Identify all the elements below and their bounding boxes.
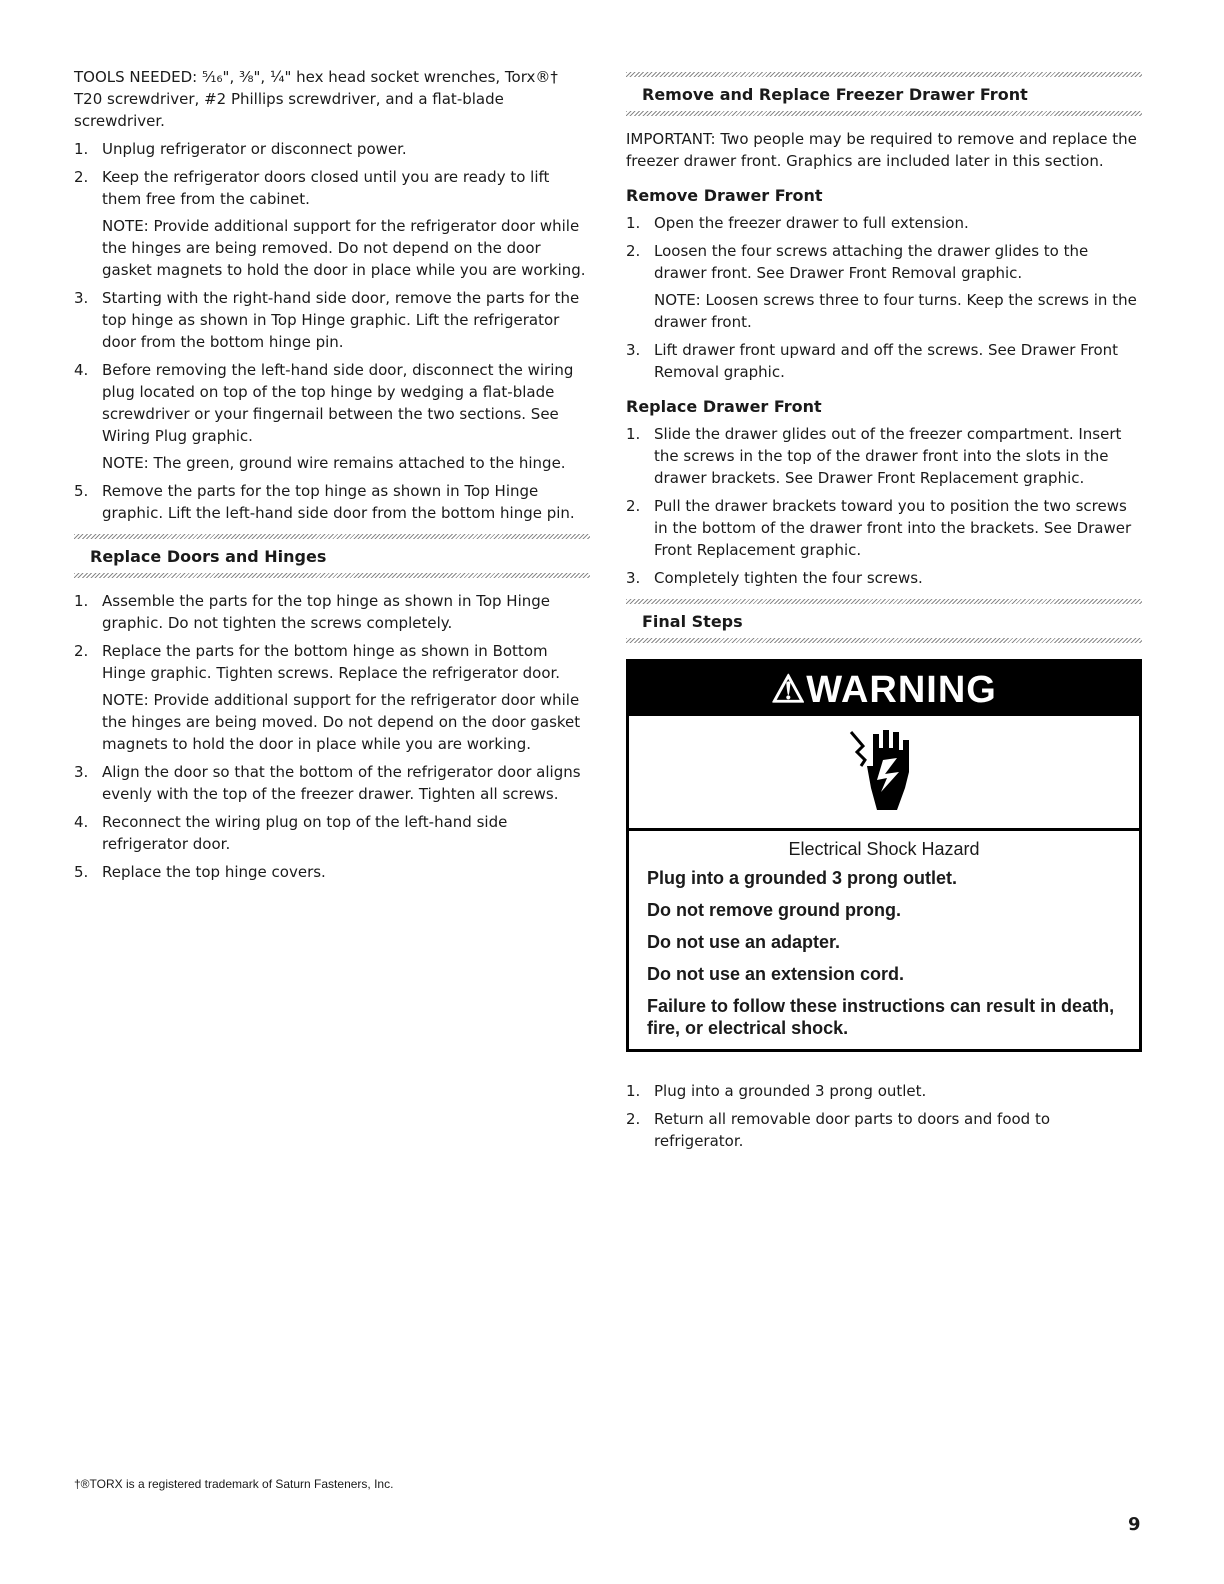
step-number: 3. [74, 289, 89, 307]
list-item [626, 212, 1142, 234]
step-text: Return all removable door parts to doors and food to refrigerator. [654, 1110, 1051, 1150]
warning-line: Do not use an extension cord. [647, 964, 905, 984]
step-text: Loosen the four screws attaching the drawer glides to the drawer front. See Drawer Front Removal graphic. [654, 242, 1089, 282]
final-steps-list [626, 1080, 1142, 1152]
right-column [626, 72, 1142, 1158]
tools-needed [74, 66, 590, 132]
step-number: 2. [626, 242, 641, 260]
step-text: Before removing the left-hand side door, disconnect the wiring plug located on top of the top hinge by wedging a flat-blade screwdriver or your fingernail between the two sections. See Wiring Plug graphic. [102, 361, 574, 445]
step-number: 3. [626, 341, 641, 359]
step-note: NOTE: The green, ground wire remains attached to the hinge. [102, 454, 566, 472]
list-item [74, 590, 590, 634]
replace-doors-steps [74, 590, 590, 883]
section-title: Remove and Replace Freezer Drawer Front [642, 85, 1028, 104]
step-number: 3. [626, 569, 641, 587]
replace-drawer-heading: Replace Drawer Front [626, 397, 822, 416]
section-freezer-drawer [626, 72, 1142, 116]
step-text: Keep the refrigerator doors closed until you are ready to lift them free from the cabinet. [102, 168, 550, 208]
section-title: Replace Doors and Hinges [90, 547, 327, 566]
section-title: Final Steps [642, 612, 743, 631]
list-item [74, 811, 590, 855]
list-item [74, 761, 590, 805]
step-number: 4. [74, 361, 89, 379]
step-number: 1. [626, 1082, 641, 1100]
left-column [74, 66, 590, 889]
step-text: Starting with the right-hand side door, remove the parts for the top hinge as shown in Top Hinge graphic. Lift the refrigerator door from the bottom hinge pin. [102, 289, 580, 351]
list-item [626, 495, 1142, 561]
step-text: Slide the drawer glides out of the freezer compartment. Insert the screws in the top of the drawer front into the slots in the drawer brackets. See Drawer Front Replacement graphic. [654, 425, 1122, 487]
remove-doors-steps [74, 138, 590, 524]
list-item [74, 166, 590, 281]
warning-header [629, 662, 1139, 716]
step-number: 2. [74, 168, 89, 186]
warning-icon-area [629, 716, 1139, 831]
step-number: 4. [74, 813, 89, 831]
remove-drawer-steps [626, 212, 1142, 383]
tools-text: ⁵⁄₁₆", ³⁄₈", ¼" hex head socket wrenches, Torx®† T20 screwdriver, #2 Phillips screwdriver, and a flat-blade screwdriver. [74, 68, 558, 130]
list-item [74, 861, 590, 883]
warning-title: Electrical Shock Hazard [788, 839, 980, 859]
warning-body [629, 831, 1139, 1049]
step-note: NOTE: Provide additional support for the refrigerator door while the hinges are being moved. Do not depend on the door gasket magnets to hold the door in place while you are working. [102, 691, 581, 753]
warning-triangle-icon: ⚠ [771, 669, 807, 711]
page-number: 9 [1128, 1514, 1141, 1535]
section-rule-bottom [626, 111, 1142, 116]
section-final-steps [626, 599, 1142, 643]
step-number: 1. [74, 592, 89, 610]
warning-line: Do not use an adapter. [647, 932, 841, 952]
list-item [626, 567, 1142, 589]
step-text: Pull the drawer brackets toward you to position the two screws in the bottom of the drawer front into the brackets. See Drawer Front Replacement graphic. [654, 497, 1132, 559]
step-number: 1. [626, 214, 641, 232]
step-number: 2. [626, 497, 641, 515]
step-text: Remove the parts for the top hinge as shown in Top Hinge graphic. Lift the left-hand side door from the bottom hinge pin. [102, 482, 575, 522]
step-text: Open the freezer drawer to full extension. [654, 214, 969, 232]
section-rule-bottom [626, 638, 1142, 643]
warning-line: Plug into a grounded 3 prong outlet. [647, 868, 957, 888]
replace-drawer-steps [626, 423, 1142, 589]
step-number: 3. [74, 763, 89, 781]
step-text: Plug into a grounded 3 prong outlet. [654, 1082, 927, 1100]
section-replace-doors [74, 534, 590, 578]
list-item [626, 339, 1142, 383]
step-text: Align the door so that the bottom of the refrigerator door aligns evenly with the top of the freezer drawer. Tighten all screws. [102, 763, 581, 803]
list-item [626, 1080, 1142, 1102]
list-item [74, 287, 590, 353]
step-number: 1. [626, 425, 641, 443]
list-item [74, 359, 590, 474]
step-number: 5. [74, 482, 89, 500]
remove-drawer-heading: Remove Drawer Front [626, 186, 823, 205]
step-text: Reconnect the wiring plug on top of the left-hand side refrigerator door. [102, 813, 508, 853]
section-rule-bottom [74, 573, 590, 578]
step-note: NOTE: Provide additional support for the refrigerator door while the hinges are being removed. Do not depend on the door gasket magnets to hold the door in place while you are working. [102, 217, 586, 279]
step-number: 2. [626, 1110, 641, 1128]
warning-line: Do not remove ground prong. [647, 900, 901, 920]
step-text: Completely tighten the four screws. [654, 569, 923, 587]
important-note: IMPORTANT: Two people may be required to remove and replace the freezer drawer front. Graphics are included later in this section. [626, 130, 1137, 170]
tools-label: TOOLS NEEDED: [74, 68, 198, 86]
step-text: Unplug refrigerator or disconnect power. [102, 140, 407, 158]
warning-box [626, 659, 1142, 1052]
step-text: Replace the top hinge covers. [102, 863, 326, 881]
electrical-shock-hand-icon [847, 726, 923, 818]
warning-heading: WARNING [806, 669, 997, 711]
list-item [74, 138, 590, 160]
trademark-footnote: †®TORX is a registered trademark of Saturn Fasteners, Inc. [74, 1477, 394, 1491]
step-text: Replace the parts for the bottom hinge as shown in Bottom Hinge graphic. Tighten screws. Replace the refrigerator door. [102, 642, 561, 682]
list-item [626, 423, 1142, 489]
step-number: 5. [74, 863, 89, 881]
list-item [626, 1108, 1142, 1152]
list-item [74, 640, 590, 755]
warning-line: Failure to follow these instructions can result in death, fire, or electrical shock. [647, 996, 1115, 1038]
step-number: 1. [74, 140, 89, 158]
list-item [626, 240, 1142, 333]
step-text: Lift drawer front upward and off the screws. See Drawer Front Removal graphic. [654, 341, 1119, 381]
step-number: 2. [74, 642, 89, 660]
step-text: Assemble the parts for the top hinge as shown in Top Hinge graphic. Do not tighten the screws completely. [102, 592, 551, 632]
list-item [74, 480, 590, 524]
step-note: NOTE: Loosen screws three to four turns. Keep the screws in the drawer front. [654, 291, 1137, 331]
